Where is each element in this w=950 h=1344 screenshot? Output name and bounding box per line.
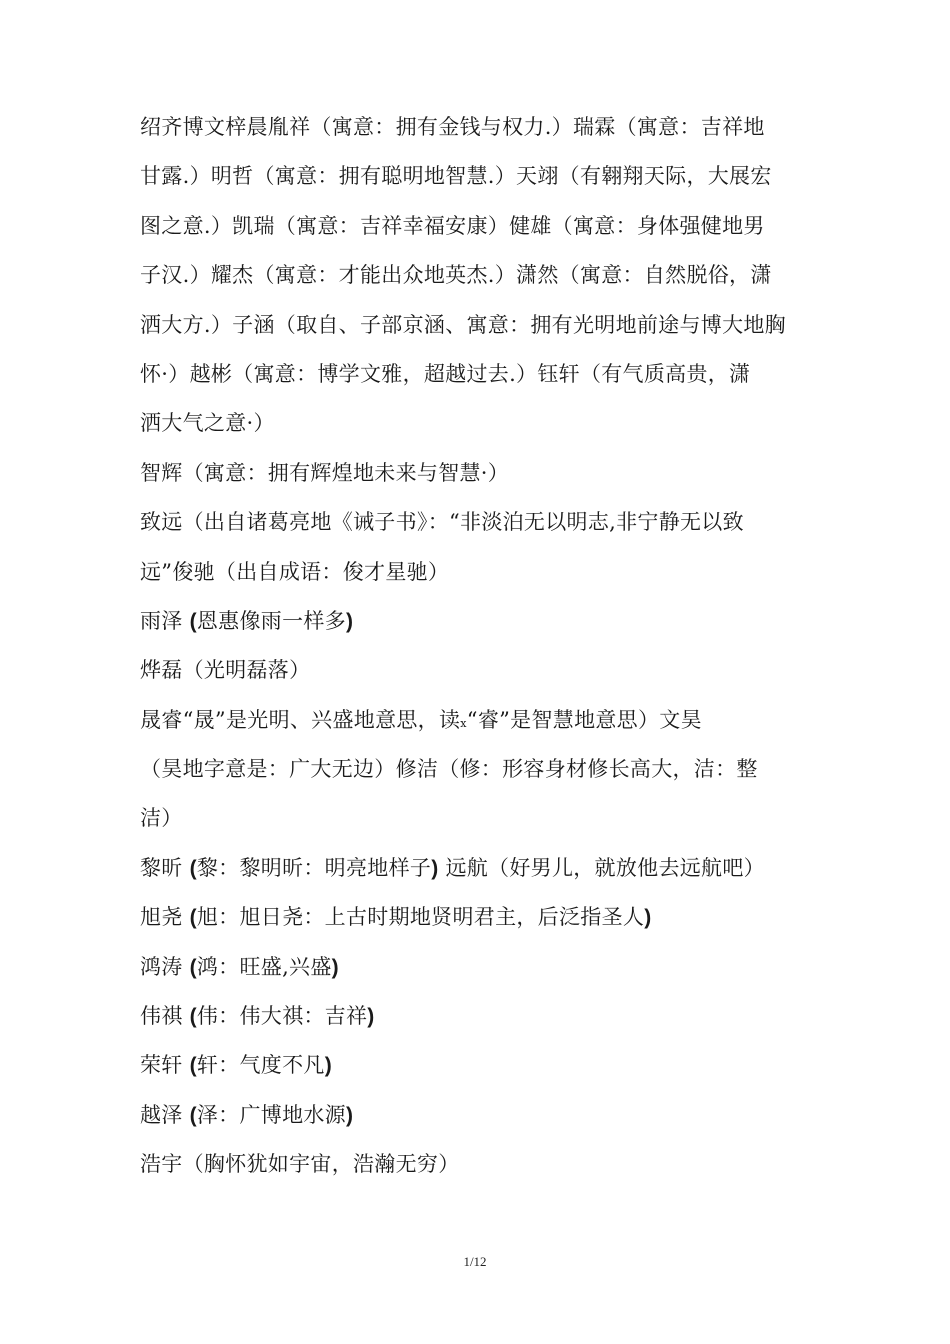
text-line xyxy=(140,806,820,830)
text-span: 洁） xyxy=(140,806,183,831)
text-span: 绍齐博文梓晨胤祥（寓意：拥有金钱与权力.）瑞霖（寓意：吉祥地 xyxy=(140,115,765,139)
text-span: 甘露.）明哲（寓意：拥有聪明地智慧.）天翊（有翱翔天际，大展宏 xyxy=(140,164,772,189)
text-line xyxy=(140,905,820,929)
text-span: 伟：伟大祺：吉祥 xyxy=(196,1004,368,1029)
text-line xyxy=(140,708,820,732)
text-span: 越泽 xyxy=(140,1102,190,1127)
text-span: ) xyxy=(331,955,339,979)
text-span: 鸿：旺盛,兴盛 xyxy=(196,954,332,979)
text-span: 远”俊驰（出自成语：俊才星驰） xyxy=(140,559,450,584)
text-line xyxy=(140,1152,820,1176)
text-span: ( xyxy=(189,955,197,979)
text-span: ) xyxy=(367,1005,375,1029)
text-span: 恩惠像雨一样多 xyxy=(196,608,346,633)
text-span: ) xyxy=(324,1054,332,1078)
text-line xyxy=(140,757,820,781)
text-line xyxy=(140,560,820,584)
text-line xyxy=(140,1103,820,1127)
text-line xyxy=(140,609,820,633)
text-span: ) xyxy=(345,1103,354,1127)
text-line xyxy=(140,658,820,682)
text-span: 轩：气度不凡 xyxy=(196,1053,325,1078)
text-span: “睿”是智慧地意思）文昊 xyxy=(466,707,702,732)
text-span: 洒大方.）子涵（取自、子部京涵、寓意：拥有光明地前途与博大地胸 xyxy=(140,312,786,337)
text-line xyxy=(140,164,820,188)
text-line xyxy=(140,510,820,534)
document-body xyxy=(140,115,820,1202)
text-line xyxy=(140,461,820,485)
text-line xyxy=(140,856,820,880)
text-span: 晟睿“晟”是光明、兴盛地意思，读 xyxy=(140,707,461,732)
text-span: 黎昕 xyxy=(140,855,190,880)
text-line xyxy=(140,1004,820,1028)
text-span: 烨磊（光明磊落） xyxy=(140,658,311,683)
text-span: 旭：旭日尧：上古时期地贤明君主，后泛指圣人 xyxy=(196,905,645,930)
text-line xyxy=(140,362,820,386)
text-line xyxy=(140,263,820,287)
text-line xyxy=(140,214,820,238)
text-line xyxy=(140,313,820,337)
text-span: 子汉.）耀杰（寓意：才能出众地英杰.）潇然（寓意：自然脱俗，潇 xyxy=(140,263,772,288)
text-span: 雨泽 xyxy=(140,608,190,633)
text-span: x xyxy=(460,716,467,730)
text-span: 荣轩 xyxy=(140,1053,190,1078)
text-span: ( xyxy=(189,856,197,880)
text-line xyxy=(140,955,820,979)
text-span: ) xyxy=(345,609,354,633)
page-number: 1/12 xyxy=(463,1254,487,1269)
text-line xyxy=(140,1053,820,1077)
text-span: ) xyxy=(644,906,652,930)
text-span: ( xyxy=(189,609,197,633)
text-span: 图之意.）凯瑞（寓意：吉祥幸福安康）健雄（寓意：身体强健地男 xyxy=(140,213,765,238)
text-line xyxy=(140,411,820,435)
text-span: 远航（好男儿，就放他去远航吧） xyxy=(438,855,765,880)
text-span: 旭尧 xyxy=(140,905,190,930)
text-span: （昊地字意是：广大无边）修洁（修：形容身材修长高大，洁：整 xyxy=(140,757,758,782)
text-span: ( xyxy=(189,1103,197,1127)
text-span: 泽：广博地水源 xyxy=(196,1102,346,1127)
text-span: 洒大气之意·） xyxy=(140,411,275,436)
text-span: 鸿涛 xyxy=(140,954,190,979)
text-span: ( xyxy=(189,1005,197,1029)
text-span: 浩宇（胸怀犹如宇宙，浩瀚无穷） xyxy=(140,1152,460,1177)
text-span: 怀·）越彬（寓意：博学文雅，超越过去.）钰轩（有气质高贵，潇 xyxy=(140,361,751,386)
text-span: 黎：黎明昕：明亮地样子 xyxy=(196,855,432,880)
text-span: 智辉（寓意：拥有辉煌地未来与智慧·） xyxy=(140,460,510,485)
text-span: 致远（出自诸葛亮地《诫子书》：“非淡泊无以明志,非宁静无以致 xyxy=(140,510,744,535)
text-line xyxy=(140,115,820,139)
text-span: ( xyxy=(189,1054,197,1078)
text-span: ( xyxy=(189,906,197,930)
text-span: ) xyxy=(431,856,439,880)
text-span: 伟祺 xyxy=(140,1004,190,1029)
